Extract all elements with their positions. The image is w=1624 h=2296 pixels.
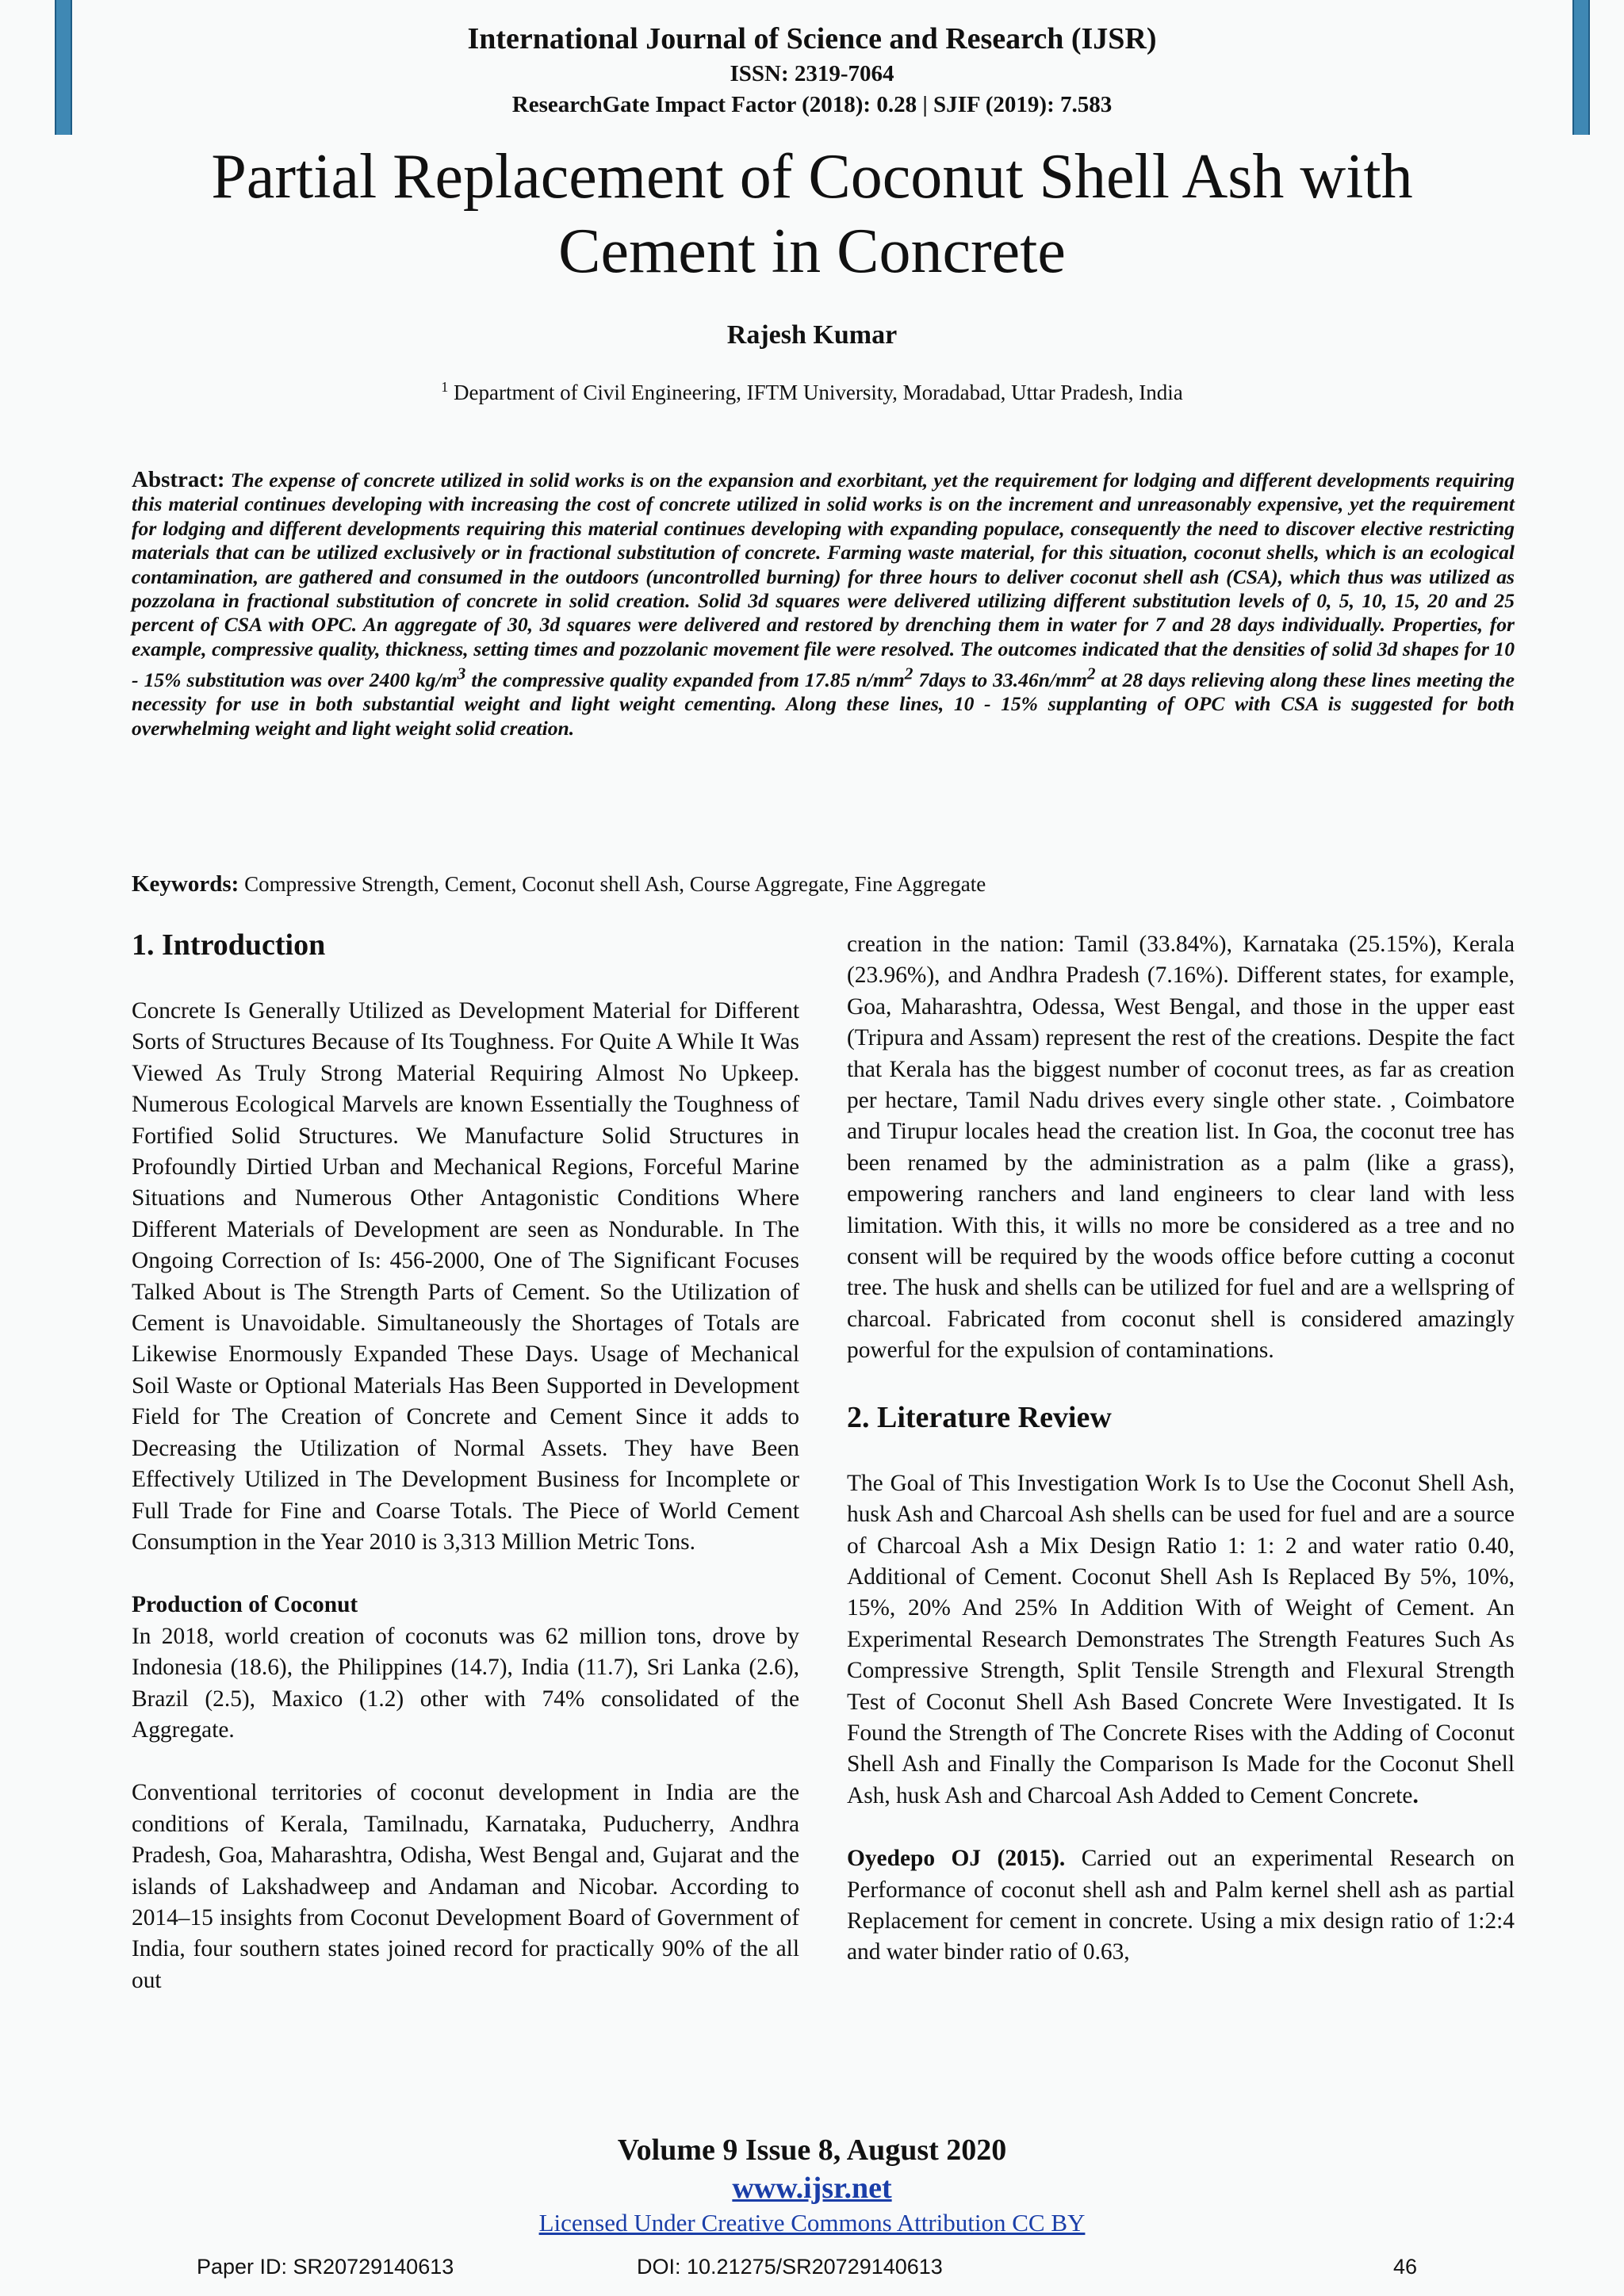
right-column <box>847 929 1515 1969</box>
abstract-text-1: The expense of concrete utilized in solid works is on the expansion and exorbitant, yet the requirement for lodging and different developments requiring this material continues developing with increasing the cost of concrete utilized in solid works is on the increment and unreasonably expensive, yet the requirement for lodging and different developments requiring this material continues developing with expanding populace, consequently the need to discover elective restricting materials that can be utilized exclusively or in fractional substitution of concrete. Farming waste material, for this situation, coconut shells, which is an ecological contamination, are gathered and consumed in the outdoors (uncontrolled burning) for three hours to deliver coconut shell ash (CSA), which thus was utilized as pozzolana in fractional substitution of concrete in solid creation. Solid 3d squares were delivered utilizing different substitution levels of 0, 5, 10, 15, 20 and 25 percent of CSA with OPC. An aggregate of 30, 3d squares were delivered and restored by drenching them in water for 7 and 28 days individually. Properties, for example, compressive quality, thickness, setting times and pozzolanic movement file were resolved. The outcomes indicated that the densities of solid 3d shapes for 10 - 15% substitution was over 2400 kg/m <box>132 469 1515 691</box>
author-name: Rajesh Kumar <box>726 320 898 350</box>
literature-paragraph-2 <box>847 1843 1515 1969</box>
abstract-sup-1: 3 <box>457 664 466 683</box>
production-subheading: Production of Coconut <box>132 1592 358 1618</box>
footer-volume: Volume 9 Issue 8, August 2020 <box>617 2133 1007 2167</box>
abstract-text-3: 7days to 33.46n/mm <box>913 668 1087 691</box>
affiliation <box>0 379 1624 405</box>
literature-paragraph-1-end: . <box>1412 1782 1419 1808</box>
footer-doi: DOI: 10.21275/SR20729140613 <box>637 2255 943 2279</box>
abstract <box>132 468 1515 740</box>
keywords <box>132 871 1515 897</box>
section-2-heading: 2. Literature Review <box>847 1400 1112 1434</box>
footer-paper-id: Paper ID: SR20729140613 <box>197 2255 454 2279</box>
section-1-heading: 1. Introduction <box>132 928 326 962</box>
footer-page-number: 46 <box>1393 2255 1418 2279</box>
abstract-sup-3: 2 <box>1086 664 1096 683</box>
intro-paragraph-1: Concrete Is Generally Utilized as Development Material for Different Sorts of Structures Because of Its Toughness. For Quite A While It Was Viewed As Truly Strong Material Requiring Almost No Upkeep. Numerous Ecological Marvels are known Essentially the Toughness of Fortified Solid Structures. We Manufacture Solid Structures in Profoundly Dirtied Urban and Mechanical Regions, Forceful Marine Situations and Numerous Other Antagonistic Conditions Where Different Materials of Development are seen as Nondurable. In The Ongoing Correction of Is: 456-2000, One of The Significant Focuses Talked About is The Strength Parts of Cement. So the Utilization of Cement is Unavoidable. Simultaneously the Shortages of Totals are Likewise Enormously Expanded These Days. Usage of Mechanical Soil Waste or Optional Materials Has Been Supported in Development Field for The Creation of Concrete and Cement Since it adds to Decreasing the Utilization of Normal Assets. They have Been Effectively Utilized in The Development Business for Incomplete or Full Trade for Fine and Coarse Totals. The Piece of World Cement Consumption in the Year 2010 is 3,313 Million Metric Tons. <box>132 998 799 1555</box>
impact-factor: ResearchGate Impact Factor (2018): 0.28 | SJIF (2019): 7.583 <box>511 92 1113 117</box>
literature-paragraph-2-text: Carried out an experimental Research on Performance of coconut shell ash and Palm kernel shell ash as partial Replacement for cement in concrete. Using a mix design ratio of 1:2:4 and water binder ratio of 0.63, <box>847 1846 1515 1965</box>
affiliation-text: Department of Civil Engineering, IFTM University, Moradabad, Uttar Pradesh, India <box>453 381 1183 404</box>
literature-paragraph-1 <box>847 1468 1515 1812</box>
keywords-label: Keywords: <box>132 871 239 897</box>
footer-license-link[interactable]: Licensed Under Creative Commons Attribution CC BY <box>538 2209 1086 2237</box>
issn: ISSN: 2319-7064 <box>730 61 894 86</box>
abstract-text-2: the compressive quality expanded from 17.85 n/mm <box>465 668 905 691</box>
intro-paragraph-3-continued: creation in the nation: Tamil (33.84%), Karnataka (25.15%), Kerala (23.96%), and Andhra Pradesh (7.16%). Different states, for example, Goa, Maharashtra, Odessa, West Bengal, and those in the upper east (Tripura and Assam) represent the rest of the creations. Despite the fact that Kerala has the biggest number of coconut trees, as far as creation per hectare, Tamil Nadu drives every single other state. , Coimbatore and Tirupur locales head the creation list. In Goa, the coconut tree has been renamed by the administration as a palm (like a grass), empowering ranchers and land engineers to clear land with less limitation. With this, it wills no more be considered as a tree and no consent will be required by the woods office before cutting a coconut tree. The husk and shells can be utilized for fuel and are a wellspring of charcoal. Fabricated from coconut shell is considered amazingly powerful for the expulsion of contaminations. <box>847 932 1515 1364</box>
journal-name: International Journal of Science and Research (IJSR) <box>467 22 1157 55</box>
affiliation-sup: 1 <box>441 379 449 395</box>
paper-title: Partial Replacement of Coconut Shell Ash with Cement in Concrete <box>211 142 1413 286</box>
reference-author: Oyedepo OJ (2015). <box>847 1846 1066 1872</box>
intro-paragraph-2: In 2018, world creation of coconuts was 62 million tons, drove by Indonesia (18.6), the Philippines (14.7), India (11.7), Sri Lanka (2.6), Brazil (2.5), Maxico (1.2) other with 74% consolidated of the Aggregate. <box>132 1623 799 1743</box>
keywords-text: Compressive Strength, Cement, Coconut shell Ash, Course Aggregate, Fine Aggregate <box>239 872 986 896</box>
abstract-text-4: at 28 days relieving along these lines meeting the necessity for use in both substantial weight and light weight cementing. Along these lines, 10 - 15% supplanting of OPC with CSA is suggested for both overwhelming weight and light weight solid creation. <box>132 668 1515 740</box>
left-column <box>132 926 799 1996</box>
literature-paragraph-1-text: The Goal of This Investigation Work Is to Use the Coconut Shell Ash, husk Ash and Charcoal Ash shells can be used for fuel and are a source of Charcoal Ash a Mix Design Ratio 1: 1: 2 and water ratio 0.40, Additional of Cement. Coconut Shell Ash Is Replaced By 5%, 10%, 15%, 20% And 25% In Addition With of Weight of Cement. An Experimental Research Demonstrates The Strength Features Such As Compressive Strength, Split Tensile Strength and Flexural Strength Test of Coconut Shell Ash Based Concrete Were Investigated. It Is Found the Strength of The Concrete Rises with the Adding of Coconut Shell Ash and Finally the Comparison Is Made for the Coconut Shell Ash, husk Ash and Charcoal Ash Added to Cement Concrete <box>847 1470 1515 1808</box>
intro-paragraph-3: Conventional territories of coconut development in India are the conditions of Kerala, Tamilnadu, Karnataka, Puducherry, Andhra Pradesh, Goa, Maharashtra, Odisha, West Bengal and, Gujarat and the islands of Lakshadweep and Andaman and Nicobar. According to 2014–15 insights from Coconut Development Board of Government of India, four southern states joined record for practically 90% of the all out <box>132 1780 799 1993</box>
journal-header <box>0 19 1624 121</box>
abstract-text <box>132 469 1515 740</box>
abstract-sup-2: 2 <box>904 664 914 683</box>
footer-website-link[interactable]: www.ijsr.net <box>732 2172 892 2205</box>
abstract-label: Abstract: <box>132 467 225 492</box>
